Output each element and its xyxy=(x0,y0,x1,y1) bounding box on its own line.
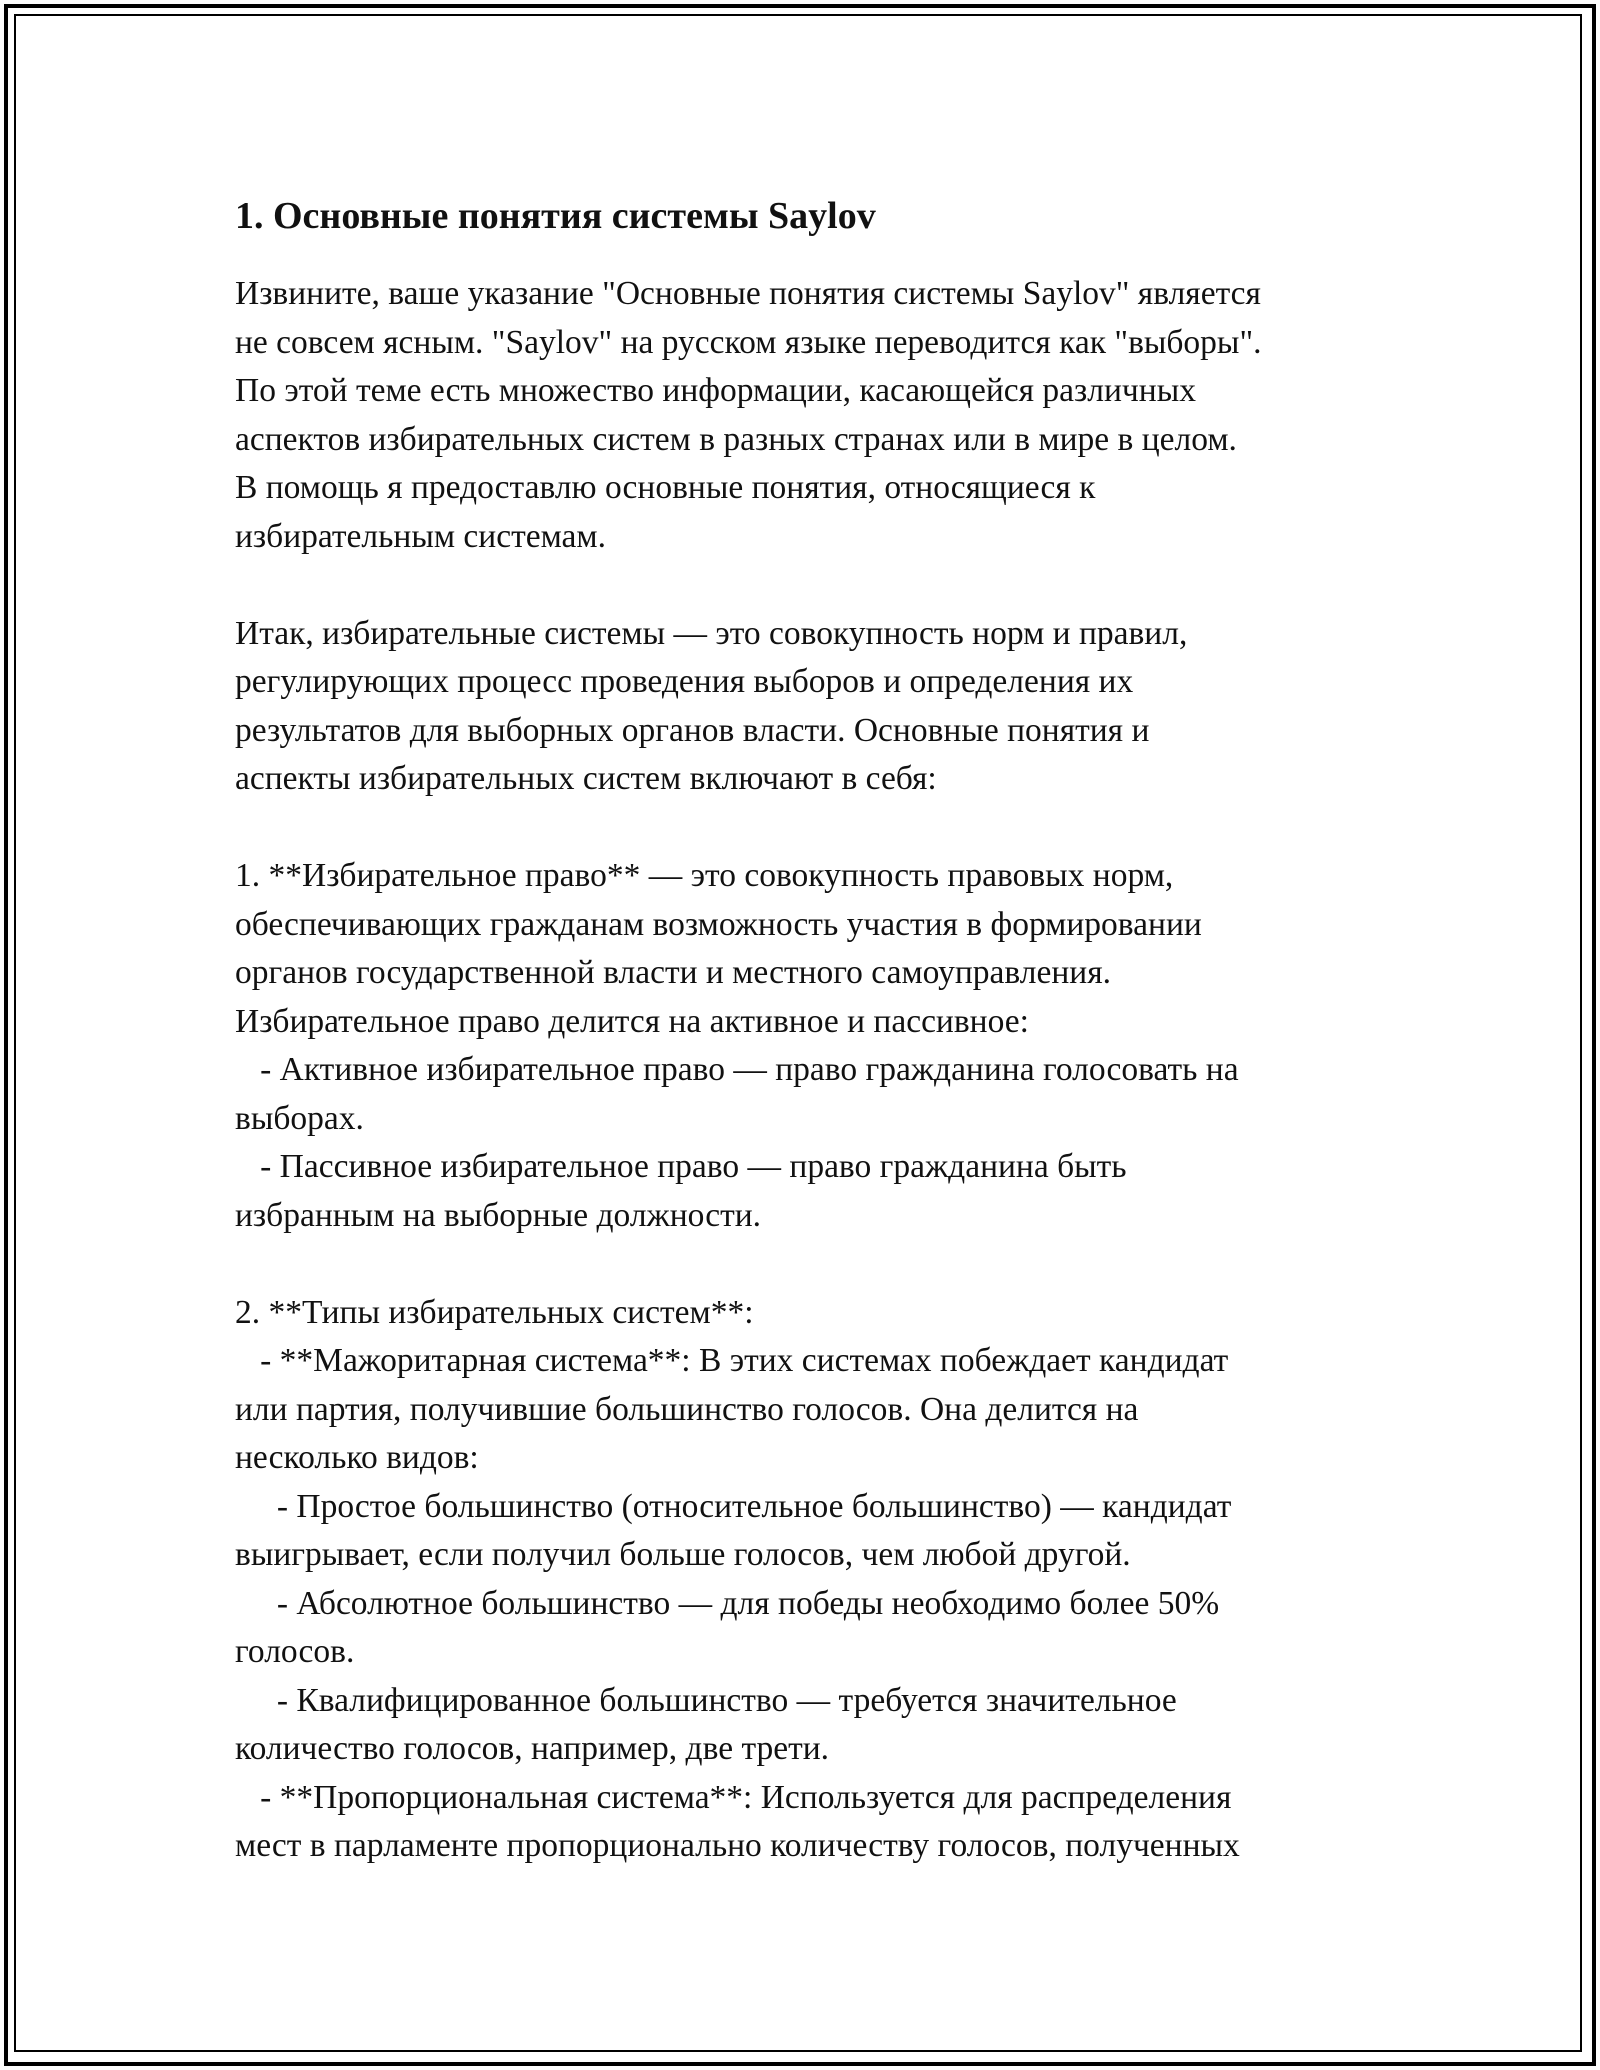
document-body-text: Извините, ваше указание "Основные понятия системы Saylov" является не совсем ясным. "Saylov" на русском языке переводится как "выборы". По этой теме есть множество информации, касающейся различных аспектов избирательных систем в разных странах или в мире в целом. В помощь я предоставлю основные понятия, относящиеся к избирательным системам. Итак, избирательные системы — это совокупность норм и правил, регулирующих процесс проведения выборов и определения их результатов для выборных органов власти. Основные понятия и аспекты избирательных систем включают в себя: 1. **Избирательное право** — это совокупность правовых норм, обеспечивающих гражданам возможность участия в формировании органов государственной власти и местного самоуправления. Избирательное право делится на активное и пассивное: - Активное избирательное право — право гражданина голосовать на выборах. - Пассивное избирательное право — право гражданина быть избранным на выборные должности. 2. **Типы избирательных систем**: - **Мажоритарная система**: В этих системах побеждает кандидат или партия, получившие большинство голосов. Она делится на несколько видов: - Простое большинство (относительное большинство) — кандидат выигрывает, если получил больше голосов, чем любой другой. - Абсолютное большинство — для победы необходимо более 50% голосов. - Квалифицированное большинство — требуется значительное количество голосов, например, две трети. - **Пропорциональная система**: Используется для распределения мест в парламенте пропорционально количеству голосов, полученных xyxy=(235,275,1262,1864)
section-title: 1. Основные понятия системы Saylov xyxy=(235,195,876,237)
document-page xyxy=(235,180,1395,1864)
